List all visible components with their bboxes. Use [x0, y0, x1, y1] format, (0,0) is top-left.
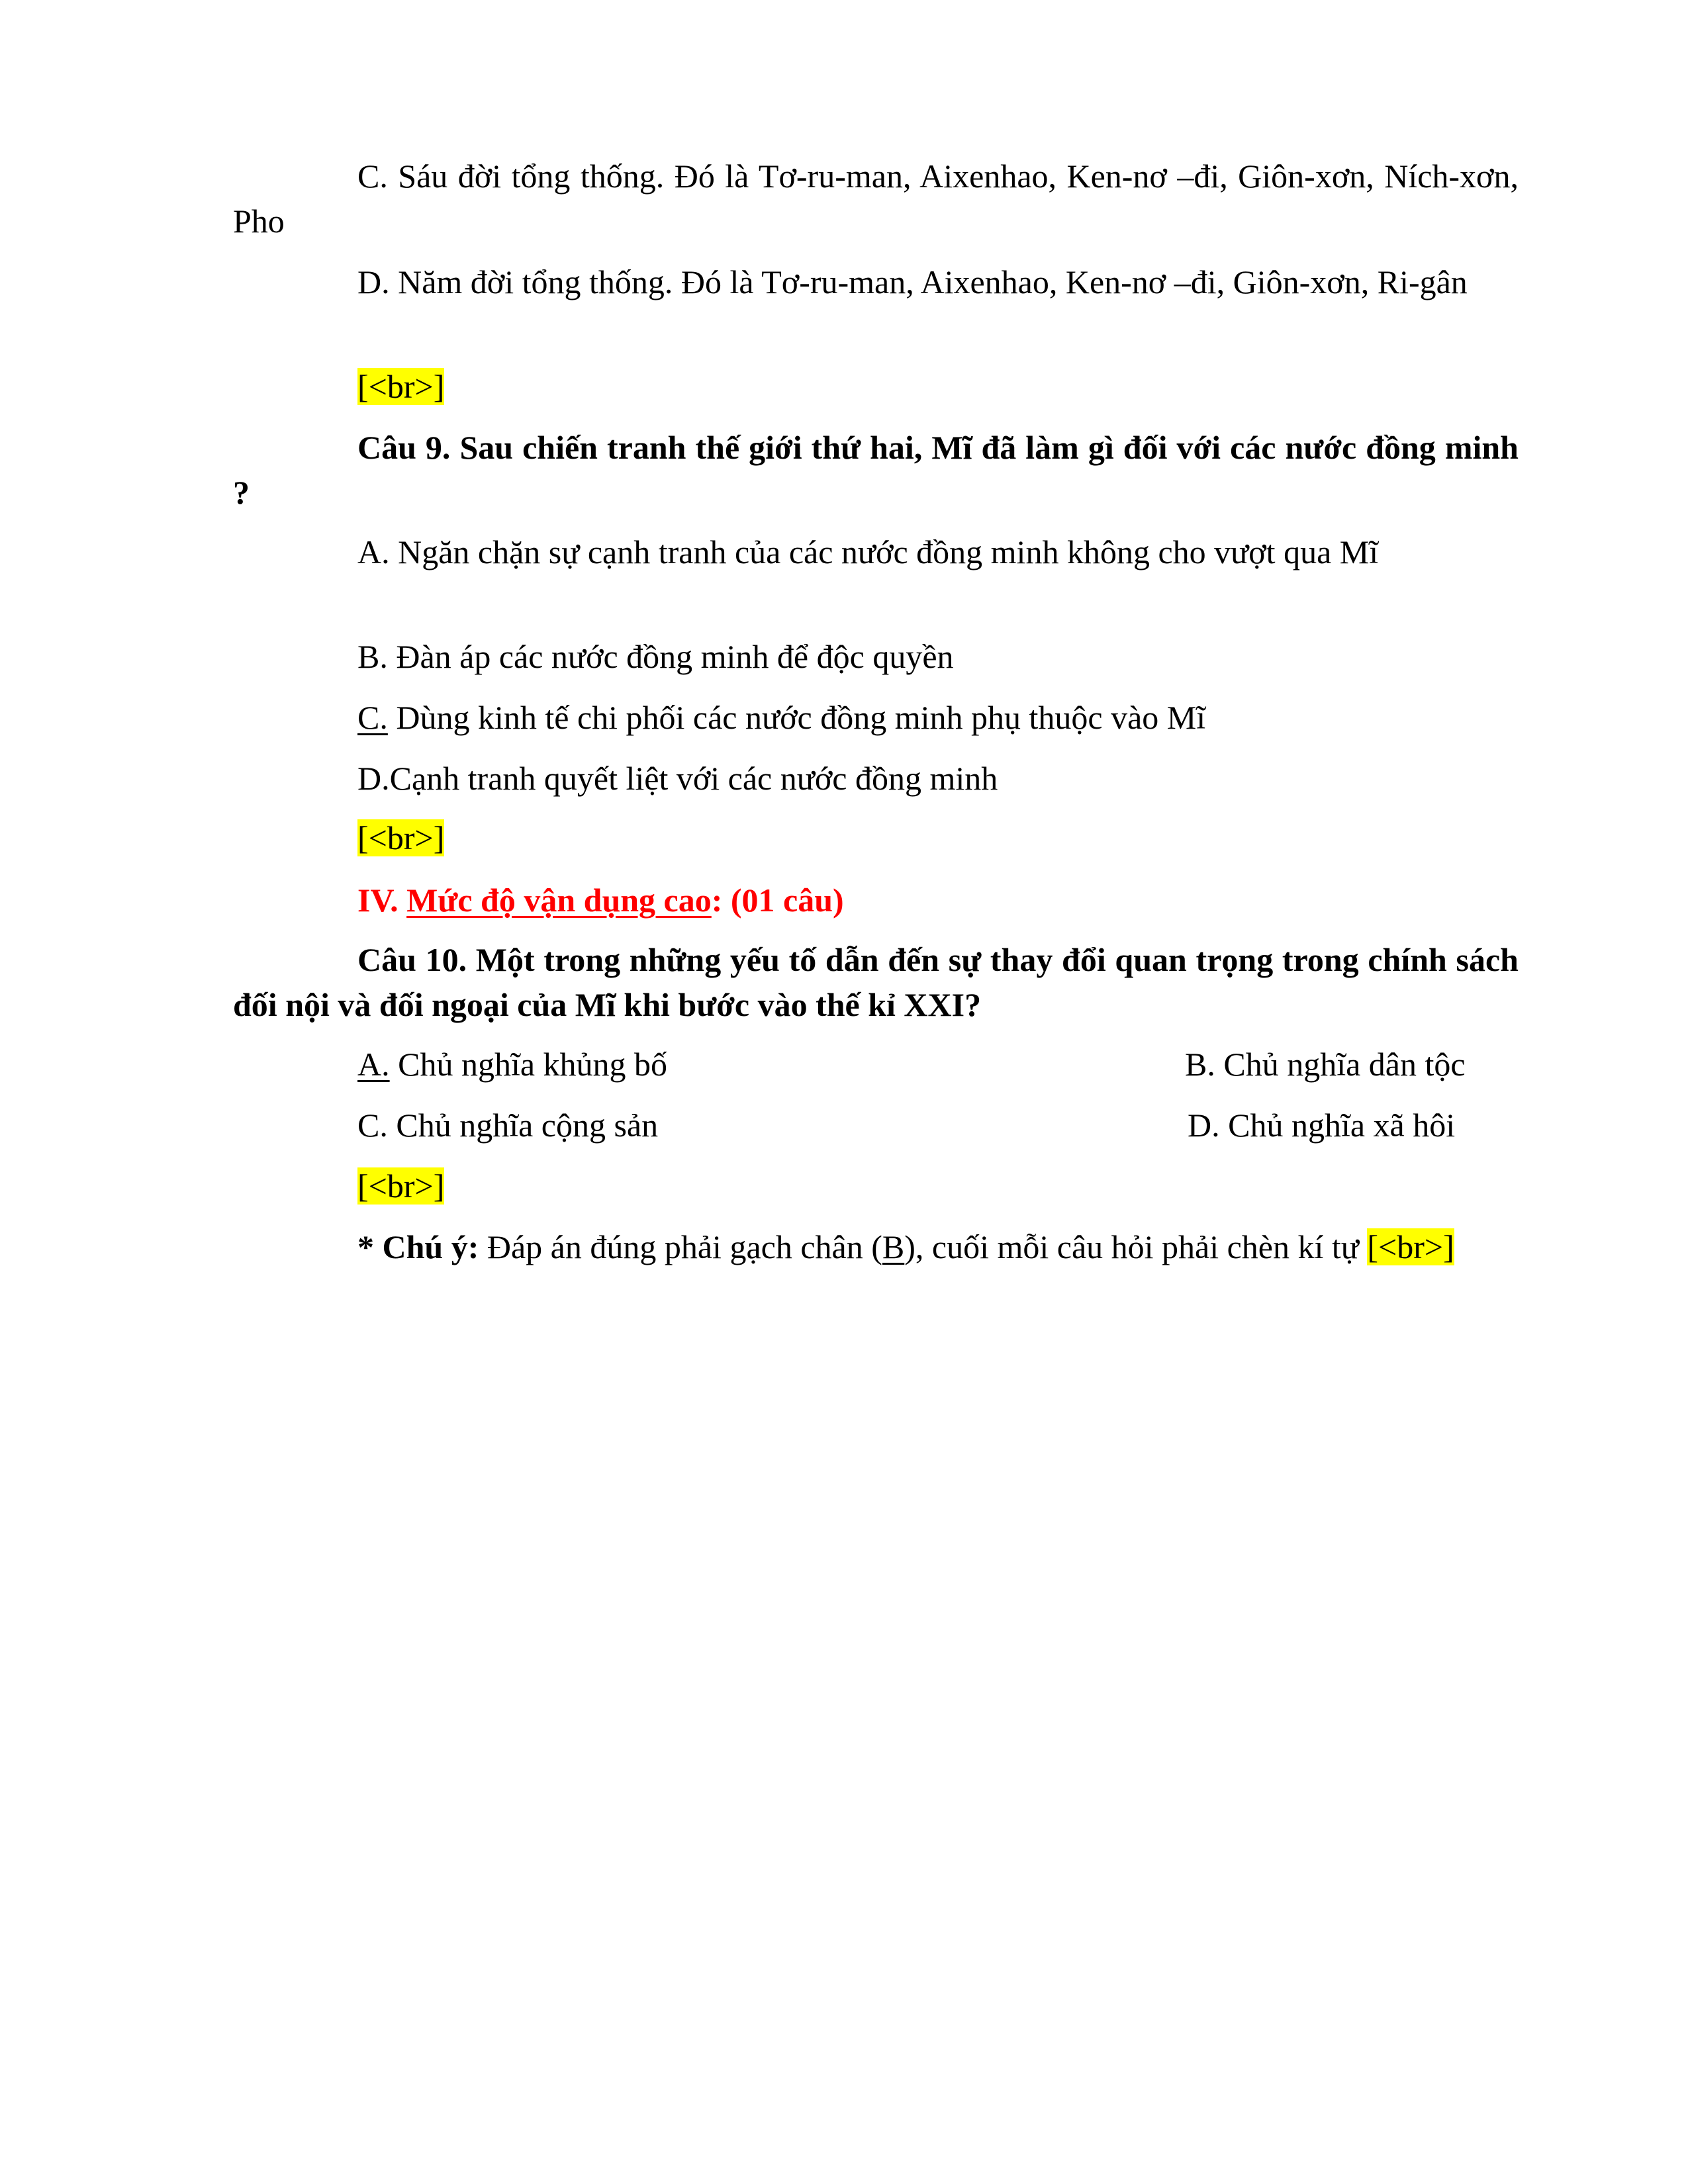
- q9-option-a: A. Ngăn chặn sự cạnh tranh của các nước đồng minh không cho vượt qua Mĩ: [357, 533, 1379, 570]
- q9-option-b: B. Đàn áp các nước đồng minh để độc quyền: [357, 638, 954, 675]
- q10-option-d: D. Chủ nghĩa xã hôi: [1188, 1107, 1456, 1144]
- q8-option-c: C. Sáu đời tổng thống. Đó là Tơ-ru-man, Aixenhao, Ken-nơ –đi, Giôn-xơn, Ních-xơn, Pho: [233, 158, 1519, 240]
- q10-option-a-text: Chủ nghĩa khủng bố: [389, 1046, 668, 1083]
- correct-answer-letter: C.: [357, 699, 388, 736]
- section-suffix: : (01 câu): [711, 882, 844, 919]
- note-text-after: ), cuối mỗi câu hỏi phải chèn kí tự: [904, 1228, 1368, 1265]
- q10-question: Câu 10. Một trong những yếu tố dẫn đến sự thay đổi quan trọng trong chính sách đối nội và đối ngoại của Mĩ khi bước vào thế kỉ XXI?: [233, 941, 1519, 1023]
- q10-option-c: C. Chủ nghĩa cộng sản: [357, 1107, 659, 1144]
- q9-option-d: D.Cạnh tranh quyết liệt với các nước đồng minh: [357, 760, 998, 797]
- br-marker: [<br>]: [357, 819, 445, 856]
- q8-option-d: D. Năm đời tổng thống. Đó là Tơ-ru-man, Aixenhao, Ken-nơ –đi, Giôn-xơn, Ri-gân: [357, 263, 1468, 300]
- q10-option-a: [357, 1046, 667, 1083]
- separator-2: [233, 815, 1519, 860]
- br-marker: [<br>]: [1367, 1228, 1454, 1265]
- section-numeral: IV.: [357, 882, 407, 919]
- q10-option-b: B. Chủ nghĩa dân tộc: [1185, 1046, 1466, 1083]
- separator-1: [233, 364, 1519, 409]
- note-paragraph: [233, 1224, 1519, 1269]
- br-marker: [<br>]: [357, 1167, 445, 1205]
- separator-3: [233, 1163, 1519, 1208]
- note-underlined-example: B: [882, 1228, 905, 1265]
- section-title: Mức độ vận dụng cao: [406, 882, 712, 919]
- q9-option-c-text: Dùng kinh tế chi phối các nước đồng minh phụ thuộc vào Mĩ: [387, 699, 1206, 736]
- q10-options-row-1: [233, 1042, 1519, 1087]
- br-marker: [<br>]: [357, 368, 445, 405]
- correct-answer-letter: A.: [357, 1046, 390, 1083]
- q9-question: Câu 9. Sau chiến tranh thế giới thứ hai, Mĩ đã làm gì đối với các nước đồng minh ?: [233, 429, 1519, 511]
- note-text-before: Đáp án đúng phải gạch chân (: [479, 1228, 882, 1265]
- note-label: * Chú ý:: [357, 1228, 479, 1265]
- section-heading: [233, 878, 1519, 923]
- q9-option-c: [233, 695, 1519, 740]
- q10-options-row-2: [233, 1103, 1519, 1148]
